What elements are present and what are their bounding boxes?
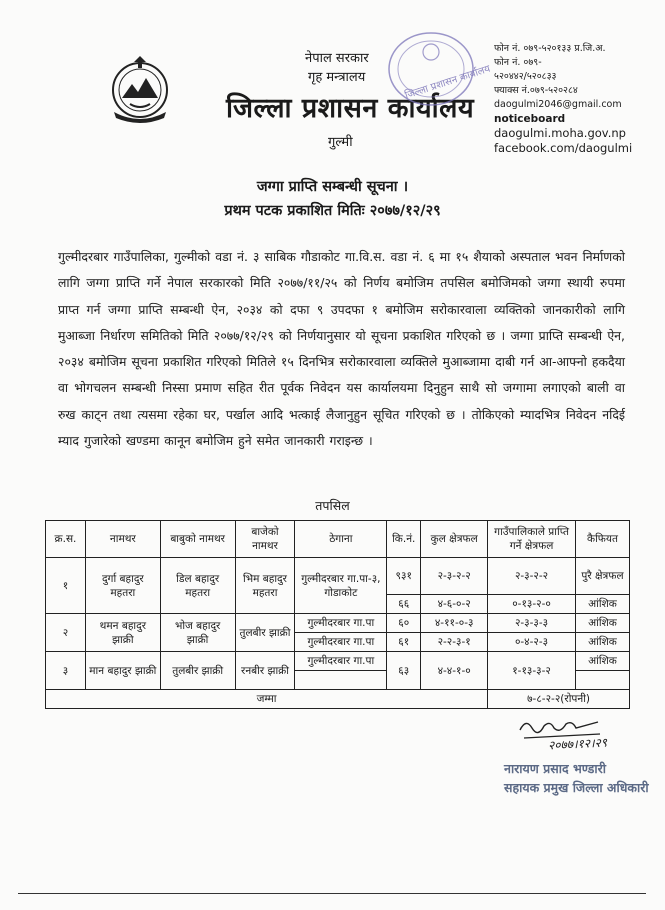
cell-address: गुल्मीदरबार गा.पा-३, गोडाकोट [295, 558, 387, 614]
phone-line-3: ५२०४४२/५२०८३३ [494, 71, 557, 82]
cell-address: गुल्मीदरबार गा.पा [295, 614, 387, 633]
table-row [46, 558, 630, 595]
contact-block [494, 42, 632, 156]
cell-remarks: आंशिक [575, 652, 629, 671]
nepal-government-emblem-icon [108, 54, 172, 124]
signature-date: २०७७।१२।२९ [547, 735, 608, 753]
cell-father: भोज बहादुर झाक्री [160, 614, 235, 652]
cell-kitta: ६० [387, 614, 421, 633]
cell-area: २-२-३-१ [421, 633, 488, 652]
header-grandfather: बाजेको नामथर [235, 521, 295, 558]
cell-grandfather: भिम बहादुर महतरा [235, 558, 295, 614]
header-address: ठेगाना [295, 521, 387, 558]
cell-sn: १ [46, 558, 86, 614]
cell-father: तुलबीर झाक्री [160, 652, 235, 690]
fax-line: फ्याक्स नं.०७९-५२०२८४ [494, 85, 578, 96]
cell-address: गुल्मीदरबार गा.पा [295, 633, 387, 652]
office-title: जिल्ला प्रशासन कार्यालय [226, 93, 475, 124]
land-details-table [45, 520, 630, 709]
ministry-name: गृह मन्त्रालय [308, 70, 366, 85]
noticeboard-label: noticeboard [494, 113, 566, 125]
stamp-text: जिल्ला प्रशासन कार्यालय [403, 63, 492, 102]
header-acquire: गाउँपालिकाले प्राप्ति गर्ने क्षेत्रफल [488, 521, 576, 558]
cell-kitta: ६६ [387, 595, 421, 614]
cell-remarks: आंशिक [575, 614, 629, 633]
cell-sn: ३ [46, 652, 86, 690]
cell-area: ४-६-०-२ [421, 595, 488, 614]
cell-remarks: पुरै क्षेत्रफल [575, 558, 629, 595]
notice-date: प्रथम पटक प्रकाशित मितिः २०७७/१२/२९ [224, 203, 441, 219]
cell-address: गुल्मीदरबार गा.पा [295, 652, 387, 671]
cell-acquire: ०-४-२-३ [488, 633, 576, 652]
cell-remarks: आंशिक [575, 595, 629, 614]
table-row [46, 614, 630, 633]
cell-sn: २ [46, 614, 86, 652]
signatory-name: नारायण प्रसाद भण्डारी [504, 761, 606, 776]
cell-name: मान बहादुर झाक्री [85, 652, 160, 690]
cell-grandfather: तुलबीर झाक्री [235, 614, 295, 652]
table-header-row [46, 521, 630, 558]
email-link[interactable]: daogulmi2046@gmail.com [494, 99, 622, 110]
cell-acquire: २-३-३-३ [488, 614, 576, 633]
table-caption: तपसिल [315, 498, 350, 513]
cell-name: दुर्गा बहादुर महतरा [85, 558, 160, 614]
header-kitta: कि.नं. [387, 521, 421, 558]
cell-kitta: ६३ [387, 652, 421, 690]
facebook-link[interactable]: facebook.com/daogulmi [494, 141, 633, 155]
notice-body: गुल्मीदरबार गाउँपालिका, गुल्मीको वडा नं. ३ साबिक गौडाकोट गा.वि.स. वडा नं. ६ मा १५ शैयाको अस्पताल भवन निर्माणको लागि जग्गा प्राप्ति गर्ने नेपाल सरकारको मिति २०७७/११/२५ को निर्णय बमोजिम तपसिल बमोजिमको जग्गा स्थायी रुपमा प्राप्त गर्न जग्गा प्राप्ति सम्बन्धी ऐन, २०३४ को दफा ९ उपदफा १ बमोजिम सरोकारवाला व्यक्तिको जानकारीको लागि मुआब्जा निर्धारण समितिको मिति २०७७/१२/२९ को निर्णयानुसार यो सूचना प्रकाशित गरिएको छ । जग्गा प्राप्ति सम्बन्धी ऐन, २०३४ बमोजिम सूचना प्रकाशित गरिएको मितिले १५ दिनभित्र सरोकारवाला व्यक्तिले मुआब्जामा दाबी गर्न आ-आफ्नो हकदैया वा भोगचलन सम्बन्धी निस्सा प्रमाण सहित रीत पूर्वक निवेदन यस कार्यालयमा दिनुहुन साथै सो जग्गामा लगाएको बाली वा रुख काट्न तथा त्यसमा रहेका घर, पर्खाल आदि भत्काई लैजानुहुन सूचित गरिएको छ । तोकिएको म्यादभित्र निवेदन नदिई म्याद गुजारेको खण्डमा कानून बमोजिम हुने समेत जानकारी गराइन्छ । [58, 249, 625, 449]
office-stamp-icon [385, 28, 492, 110]
total-value: ७-८-२-२(रोपनी) [488, 690, 630, 709]
cell-acquire: २-३-२-२ [488, 558, 576, 595]
cell-kitta: ९३१ [387, 558, 421, 595]
cell-grandfather: रनबीर झाक्री [235, 652, 295, 690]
cell-kitta: ६१ [387, 633, 421, 652]
header-father: बाबुको नामथर [160, 521, 235, 558]
header-area: कुल क्षेत्रफल [421, 521, 488, 558]
table-total-row [46, 690, 630, 709]
notice-title: जग्गा प्राप्ति सम्बन्धी सूचना । [256, 179, 409, 195]
cell-area: ४-४-१-० [421, 652, 488, 690]
cell-remarks: आंशिक [575, 633, 629, 652]
phone-line-2: फोन नं. ०७९- [494, 57, 542, 68]
table-row [46, 652, 630, 671]
header-remarks: कैफियत [575, 521, 629, 558]
phone-line-1: फोन नं. ०७९-५२०१३३ प्र.जि.अ. [494, 43, 606, 54]
bottom-divider [18, 893, 646, 894]
district-name: गुल्मी [328, 135, 353, 150]
cell-area: २-३-२-२ [421, 558, 488, 595]
header-name: नामथर [85, 521, 160, 558]
header-sn: क्र.स. [46, 521, 86, 558]
cell-father: डिल बहादुर महतरा [160, 558, 235, 614]
signatory-title: सहायक प्रमुख जिल्ला अधिकारी [504, 780, 649, 795]
cell-acquire: १-१३-३-२ [488, 652, 576, 690]
government-name: नेपाल सरकार [305, 51, 369, 66]
website-link[interactable]: daogulmi.moha.gov.np [494, 126, 626, 140]
cell-name: थमन बहादुर झाक्री [85, 614, 160, 652]
total-label: जम्मा [46, 690, 488, 709]
cell-acquire: ०-१३-२-० [488, 595, 576, 614]
cell-area: ४-११-०-३ [421, 614, 488, 633]
